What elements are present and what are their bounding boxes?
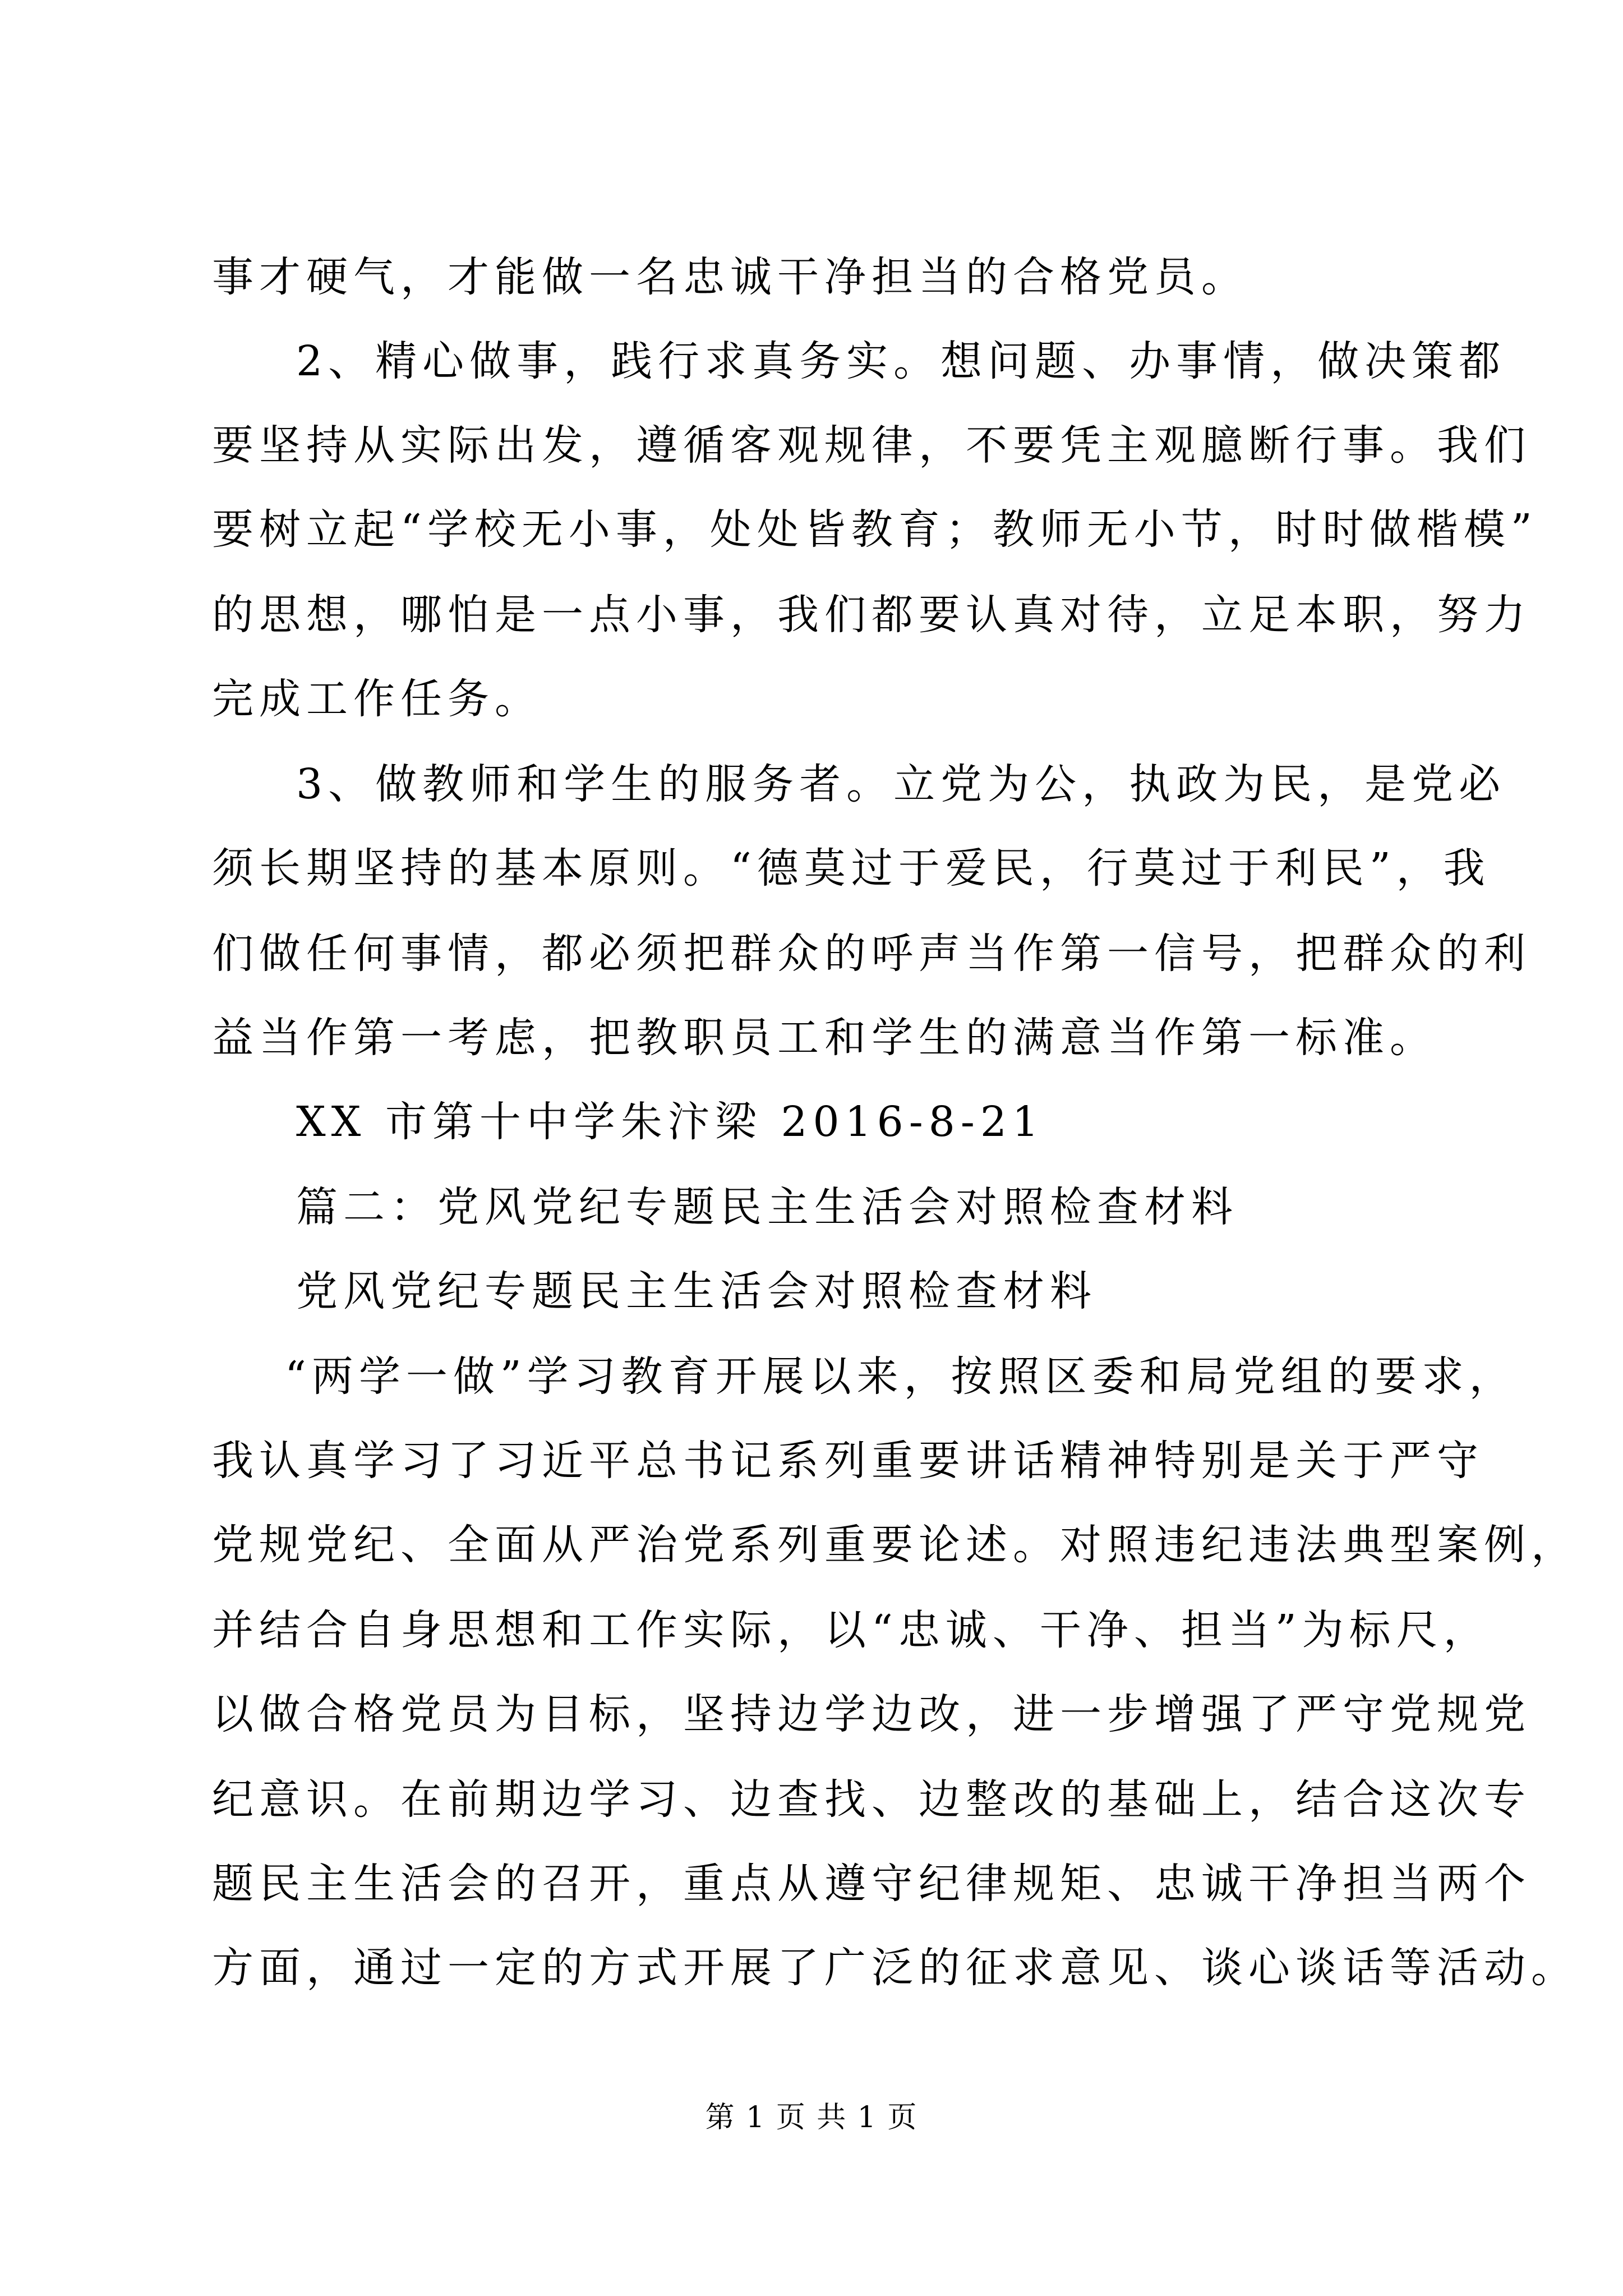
text-line: 题民主生活会的召开，重点从遵守纪律规矩、忠诚干净担当两个: [212, 1860, 1531, 1908]
signature-line: XX 市第十中学朱汴梁 2016-8-21: [296, 1098, 1044, 1146]
text-line: 方面，通过一定的方式开展了广泛的征求意见、谈心谈话等活动。: [212, 1944, 1578, 1992]
text-line: 的思想，哪怕是一点小事，我们都要认真对待，立足本职，努力: [212, 591, 1531, 639]
section-heading: 篇二：党风党纪专题民主生活会对照检查材料: [296, 1183, 1238, 1231]
text-line: 要坚持从实际出发，遵循客观规律，不要凭主观臆断行事。我们: [212, 421, 1531, 470]
section-title: 党风党纪专题民主生活会对照检查材料: [296, 1267, 1097, 1315]
text-line: 须长期坚持的基本原则。“德莫过于爱民，行莫过于利民”，我: [212, 844, 1491, 892]
text-line: 益当作第一考虑，把教职员工和学生的满意当作第一标准。: [212, 1014, 1437, 1062]
page-footer: 第 1 页 共 1 页: [705, 2101, 918, 2134]
text-line: 党规党纪、全面从严治党系列重要论述。对照违纪违法典型案例，: [212, 1521, 1578, 1569]
text-line: 们做任何事情，都必须把群众的呼声当作第一信号，把群众的利: [212, 930, 1531, 978]
text-line: 事才硬气，才能做一名忠诚干净担当的合格党员。: [212, 253, 1248, 301]
text-line: 并结合自身思想和工作实际，以“忠诚、干净、担当”为标尺，: [212, 1606, 1491, 1654]
text-line: 完成工作任务。: [212, 675, 542, 723]
text-line: 以做合格党员为目标，坚持边学边改，进一步增强了严守党规党: [212, 1690, 1531, 1738]
text-line: 2、精心做事，践行求真务实。想问题、办事情，做决策都: [296, 337, 1506, 385]
text-line: 3、做教师和学生的服务者。立党为公，执政为民，是党必: [296, 760, 1506, 808]
text-line: 纪意识。在前期边学习、边查找、边整改的基础上，结合这次专: [212, 1775, 1531, 1824]
text-line: 要树立起“学校无小事，处处皆教育；教师无小节，时时做楷模”: [212, 505, 1538, 554]
text-line: 我认真学习了习近平总书记系列重要讲话精神特别是关于严守: [212, 1437, 1484, 1485]
text-line: “两学一做”学习教育开展以来，按照区委和局党组的要求，: [285, 1352, 1516, 1401]
